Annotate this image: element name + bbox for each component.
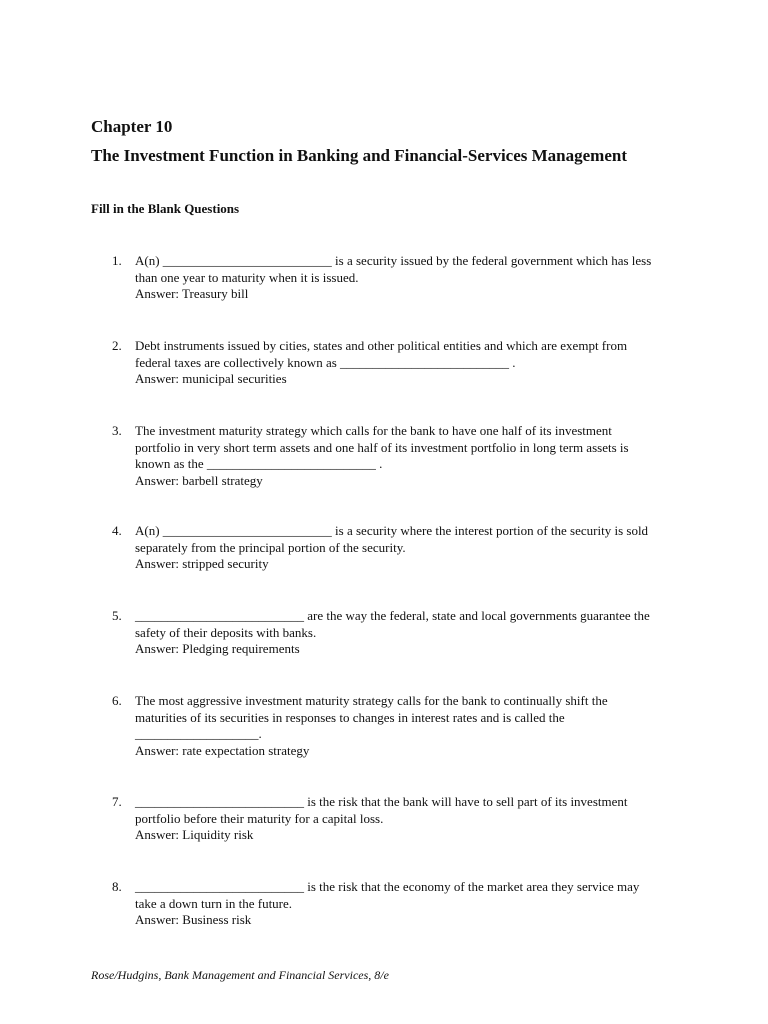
question-text-line: federal taxes are collectively known as __________________________ . (135, 354, 516, 370)
answer-line: Answer: rate expectation strategy (135, 742, 310, 758)
question-number: 7. (112, 794, 122, 809)
answer-line: Answer: Liquidity risk (135, 827, 254, 843)
answer-line: Answer: barbell strategy (135, 472, 263, 488)
section-heading: Fill in the Blank Questions (91, 201, 240, 216)
question-text-line: __________________________ is the risk that the economy of the market area they service may (135, 879, 640, 894)
question-text-line: portfolio before their maturity for a capital loss. (135, 810, 384, 826)
question-body (135, 338, 695, 388)
question-text-line: portfolio in very short term assets and one half of its investment portfolio in long term assets is (135, 439, 629, 455)
question-number: 6. (112, 693, 122, 708)
answer-line: Answer: Treasury bill (135, 286, 249, 302)
question-text-line: take a down turn in the future. (135, 895, 293, 911)
question-number: 3. (112, 423, 122, 438)
answer-line: Answer: municipal securities (135, 371, 287, 387)
question-text-line: safety of their deposits with banks. (135, 624, 317, 640)
question-number: 4. (112, 523, 122, 538)
question-body (135, 608, 695, 658)
question-text-line: __________________________ is the risk that the bank will have to sell part of its investment (135, 794, 628, 809)
answer-line: Answer: Business risk (135, 912, 252, 928)
question-text-line: than one year to maturity when it is issued. (135, 269, 359, 285)
question-text-line: The most aggressive investment maturity strategy calls for the bank to continually shift the (135, 693, 608, 708)
page-footer: Rose/Hudgins, Bank Management and Financial Services, 8/e (91, 968, 389, 982)
question-body (135, 523, 695, 573)
question-text-line: maturities of its securities in responses to changes in interest rates and is called the (135, 709, 565, 725)
question-body (135, 693, 695, 759)
question-text-line: The investment maturity strategy which calls for the bank to have one half of its investment (135, 423, 612, 438)
answer-line: Answer: Pledging requirements (135, 641, 300, 657)
question-text-line: Debt instruments issued by cities, states and other political entities and which are exempt from (135, 338, 628, 353)
chapter-heading: Chapter 10 (91, 117, 173, 136)
question-text-line: A(n) __________________________ is a security where the interest portion of the security is sold (135, 523, 649, 538)
question-body (135, 879, 695, 929)
chapter-title: The Investment Function in Banking and Financial-Services Management (91, 146, 628, 165)
question-text-line: A(n) __________________________ is a security issued by the federal government which has less (135, 253, 652, 268)
question-body (135, 253, 695, 303)
question-text-line: __________________________ are the way the federal, state and local governments guarantee the (135, 608, 650, 623)
question-body (135, 423, 695, 489)
answer-line: Answer: stripped security (135, 556, 269, 572)
question-number: 5. (112, 608, 122, 623)
question-number: 2. (112, 338, 122, 353)
question-number: 1. (112, 253, 122, 268)
question-text-line: ___________________. (135, 726, 262, 742)
question-text-line: separately from the principal portion of the security. (135, 539, 406, 555)
question-body (135, 794, 695, 844)
question-text-line: known as the __________________________ . (135, 456, 383, 472)
question-number: 8. (112, 879, 122, 894)
